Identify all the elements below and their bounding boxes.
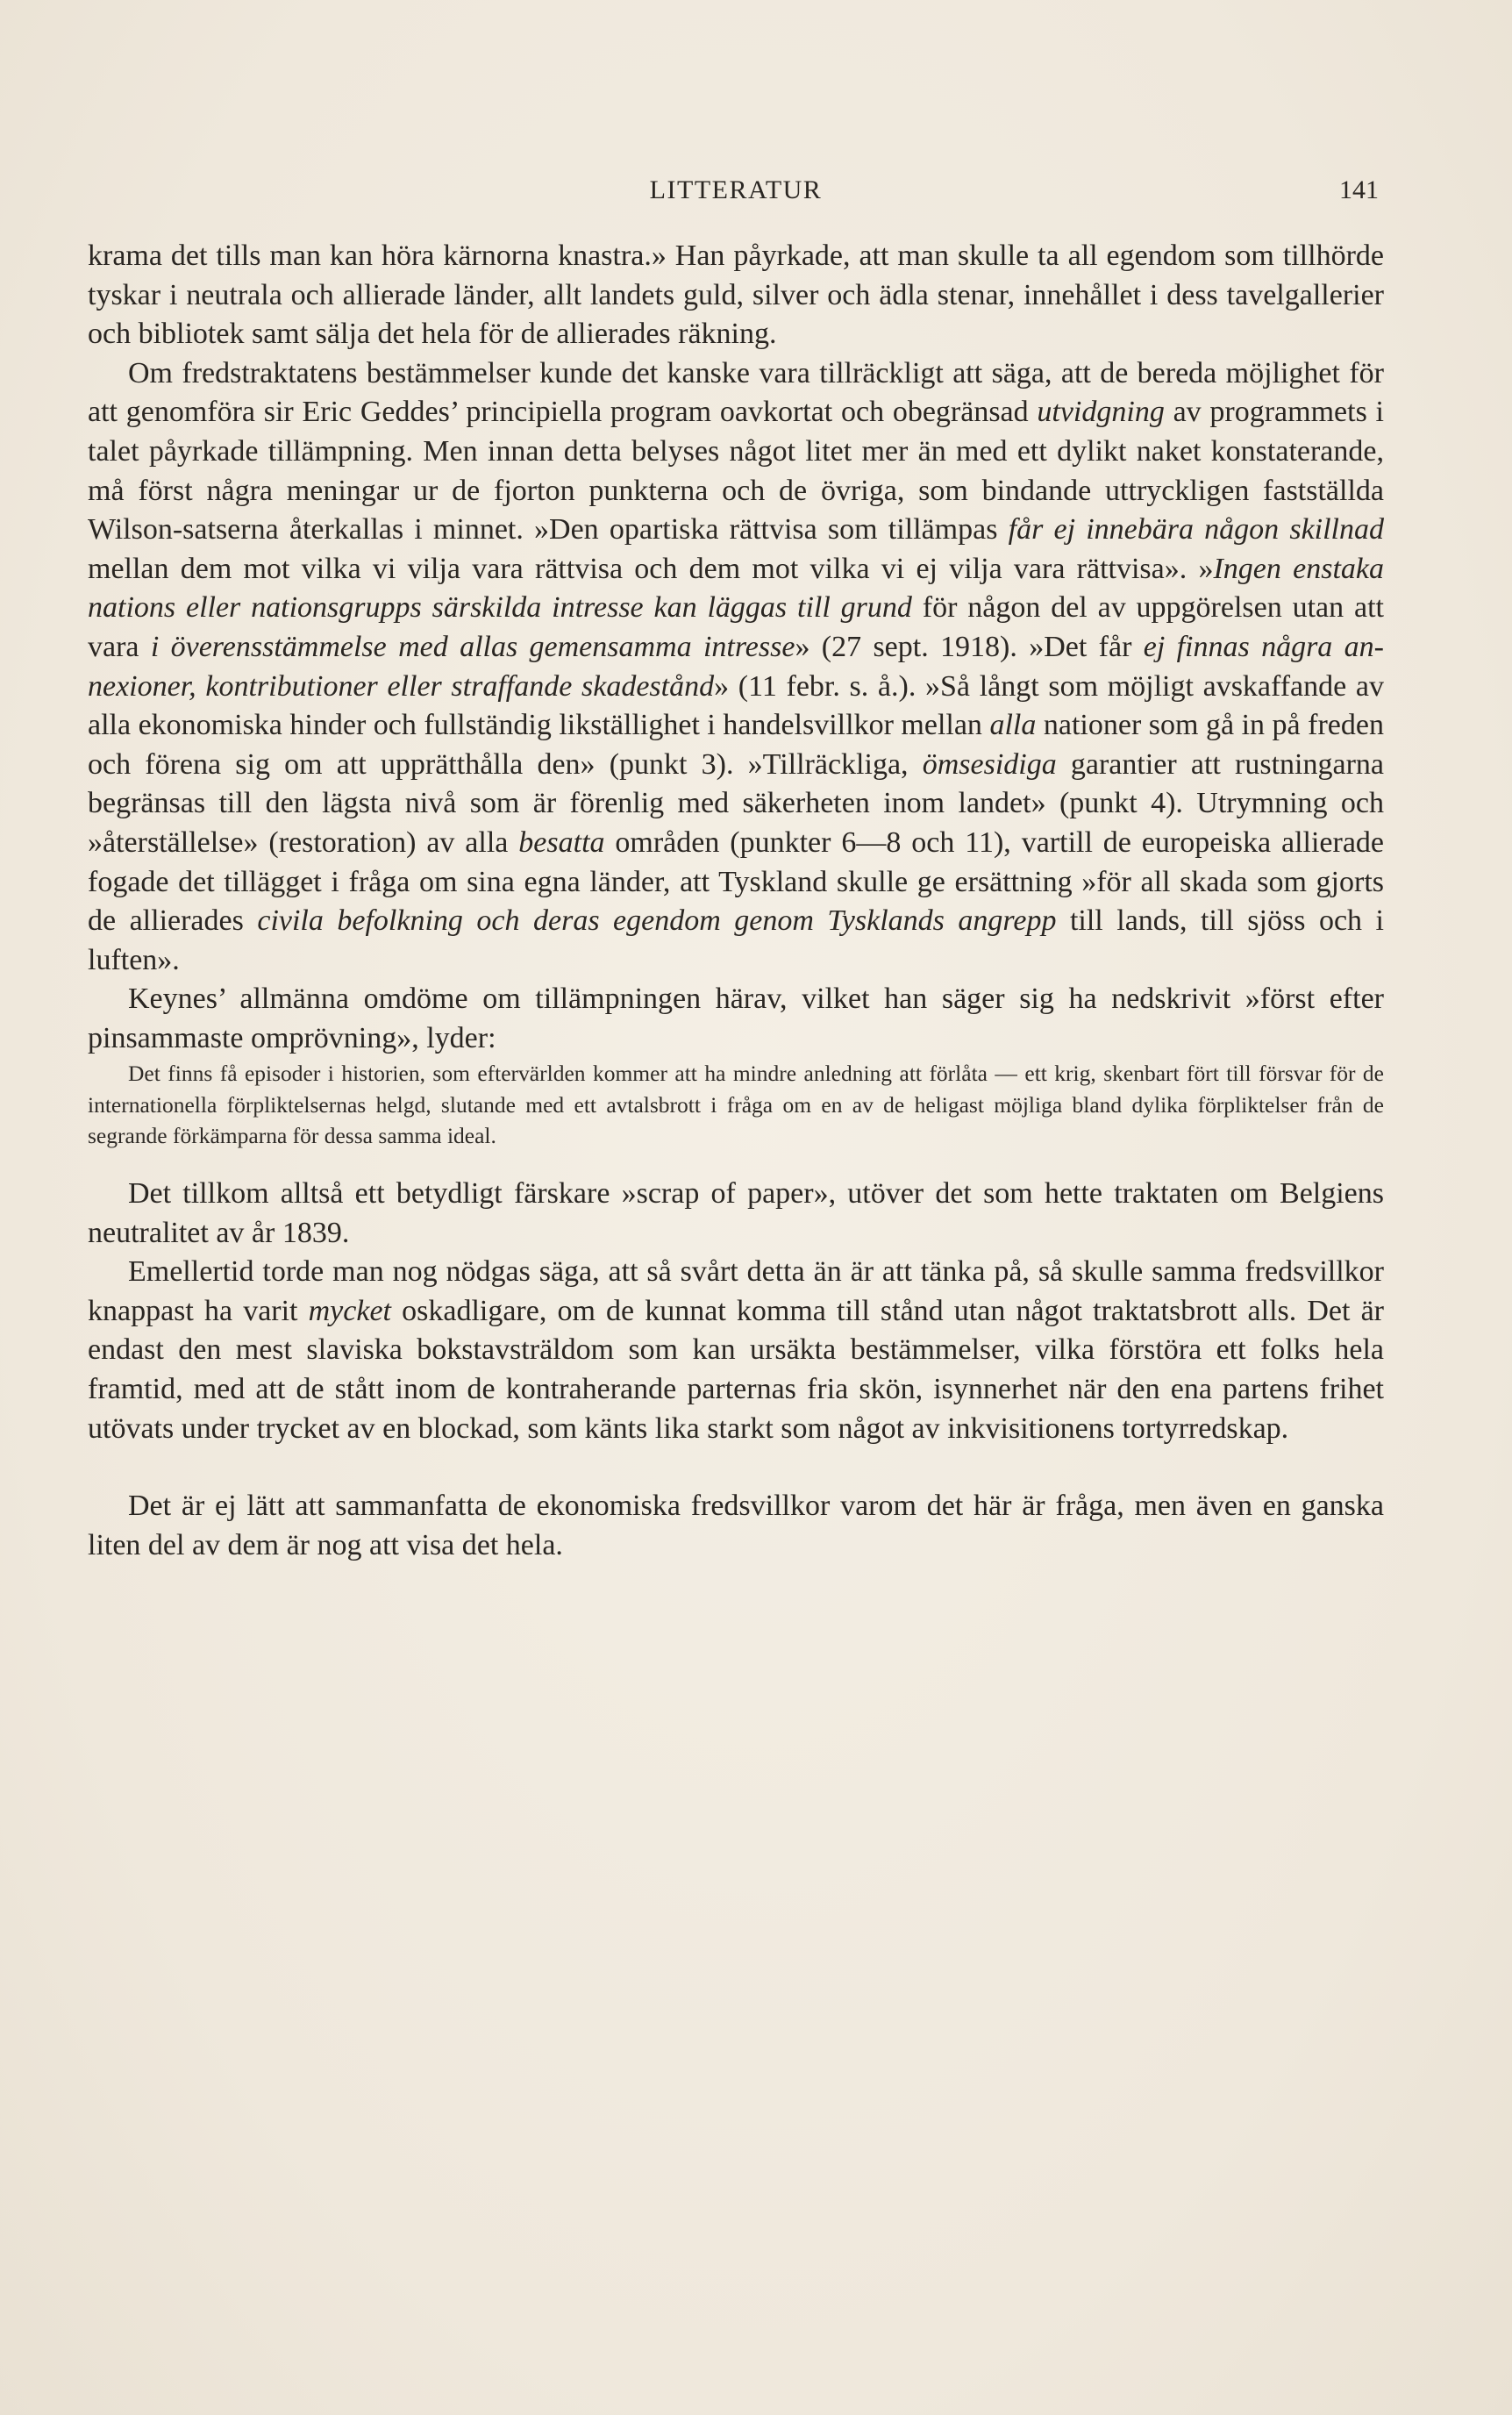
block-quote (88, 1058, 1384, 1152)
text-run: Keynes’ allmänna omdöme om tillämpningen härav, vilket han säger sig ha nedskrivit »först efter pinsammaste omprövning», lyder: (88, 982, 1384, 1054)
text-run: » (27 sept. 1918). »Det får (795, 630, 1144, 663)
running-head (88, 175, 1384, 214)
emphasis: Ingen enstaka nations eller nationsgrupps särskilda intresse kan läggas till grund (88, 552, 1384, 625)
emphasis: utvidgning (1037, 396, 1165, 429)
emphasis: i överensstämmelse med allas gemensamma intresse (150, 630, 795, 663)
page-number: 141 (1339, 175, 1379, 204)
text-run: områden (punkter 6—8 och 11), vartill de europeiska allierade fogade det tillägget i fråga om sina egna länder, att Tyskland skulle ge ersättning »för all skada som gjorts de allierades (88, 825, 1384, 938)
text-run: garantier att rustningarna begränsas till den lägsta nivå som är förenlig med säkerheten inom landet» (punkt 4). Utrymning och »återställelse» (restoration) av alla (88, 747, 1384, 859)
emphasis: mycket (308, 1294, 391, 1327)
text-run: krama det tills man kan höra kärnorna knastra.» Han påyrkade, att man skulle ta all egendom som tillhörde tyskar i neutrala och allierade länder, allt landets guld, silver och ädla stenar, innehållet i dess tavelgallerier och bibliotek samt sälja det hela för de allierades räkning. (88, 239, 1384, 351)
text-run: av programmets i talet påyrkade tillämpning. Men innan detta belyses något litet mer än med ett dylikt naket konstaterande, må först några meningar ur de fjorton punkterna och de övriga, som bindande uttryckligen fastställda Wilson-satserna återkallas i minnet. »Den opartiska rättvisa som tillämpas (88, 396, 1384, 547)
emphasis: ömsesidiga (922, 747, 1057, 781)
emphasis: ej finnas några annexioner, kontributioner eller straffande skadestånd (88, 630, 1384, 703)
text-run: Emellertid torde man nog nödgas säga, att så svårt detta än är att tänka på, så skulle samma fredsvillkor knappast ha varit (88, 1255, 1384, 1327)
quote-text: Det finns få episoder i historien, som eftervärlden kommer att ha mindre anledning att förlåta — ett krig, skenbart fört till försvar för de internationella förpliktelsernas helgd, slutande med ett avtalsbrott i fråga om en av de heligast möjliga bland dylika förpliktelser från de segrande förkämparna för dessa samma ideal. (88, 1061, 1384, 1149)
text-run: mellan dem mot vilka vi vilja vara rättvisa och dem mot vilka vi ej vilja vara rättvisa». » (88, 552, 1214, 585)
text-run: till lands, till sjöss och i luften». (88, 904, 1384, 976)
emphasis: alla (989, 709, 1037, 742)
running-title: LITTERATUR (649, 175, 823, 204)
emphasis: besatta (518, 825, 605, 859)
text-run: för någon del av uppgörelsen utan att vara (88, 591, 1384, 663)
emphasis: civila befolkning och deras egendom genom Tysklands angrepp (257, 904, 1057, 938)
paragraph-2 (88, 354, 1384, 981)
text-run: oskadligare, om de kunnat komma till stånd utan något traktatsbrott alls. Det är endast den mest slaviska bokstavsträldom som kan ursäkta bestämmelser, vilka förstöra ett folks hela framtid, med att de stått inom de kontraherande parternas fria skön, isynnerhet när den ena partens frihet utövats under trycket av en blockad, som känts lika starkt som något av inkvisitionens tortyrredskap. (88, 1294, 1384, 1445)
body-text (88, 237, 1384, 1565)
text-run: Det tillkom alltså ett betydligt färskare »scrap of paper», utöver det som hette traktaten om Belgiens neutralitet av år 1839. (88, 1176, 1384, 1249)
text-run: Det är ej lätt att sammanfatta de ekonomiska fredsvillkor varom det här är fråga, men även en ganska liten del av dem är nog att visa det hela. (88, 1490, 1384, 1561)
emphasis: får ej innebära någon skillnad (1008, 513, 1384, 547)
paragraph-4 (88, 1175, 1384, 1253)
paragraph-6 (88, 1487, 1384, 1565)
text-run: nationer som gå in på freden och förena sig om att upprätthålla den» (punkt 3). »Tillräckliga, (88, 709, 1384, 781)
paragraph-3 (88, 980, 1384, 1058)
text-run: » (11 febr. s. å.). »Så långt som möjligt avskaffande av alla ekonomiska hinder och fullständig likställighet i handelsvillkor mellan (88, 669, 1384, 742)
paragraph-5 (88, 1253, 1384, 1448)
text-run: Om fredstraktatens bestämmelser kunde det kanske vara tillräckligt att säga, att de bereda möjlighet för att genomföra sir Eric Geddes’ principiella program oavkortat och obegränsad (88, 356, 1384, 429)
paragraph-1 (88, 237, 1384, 354)
